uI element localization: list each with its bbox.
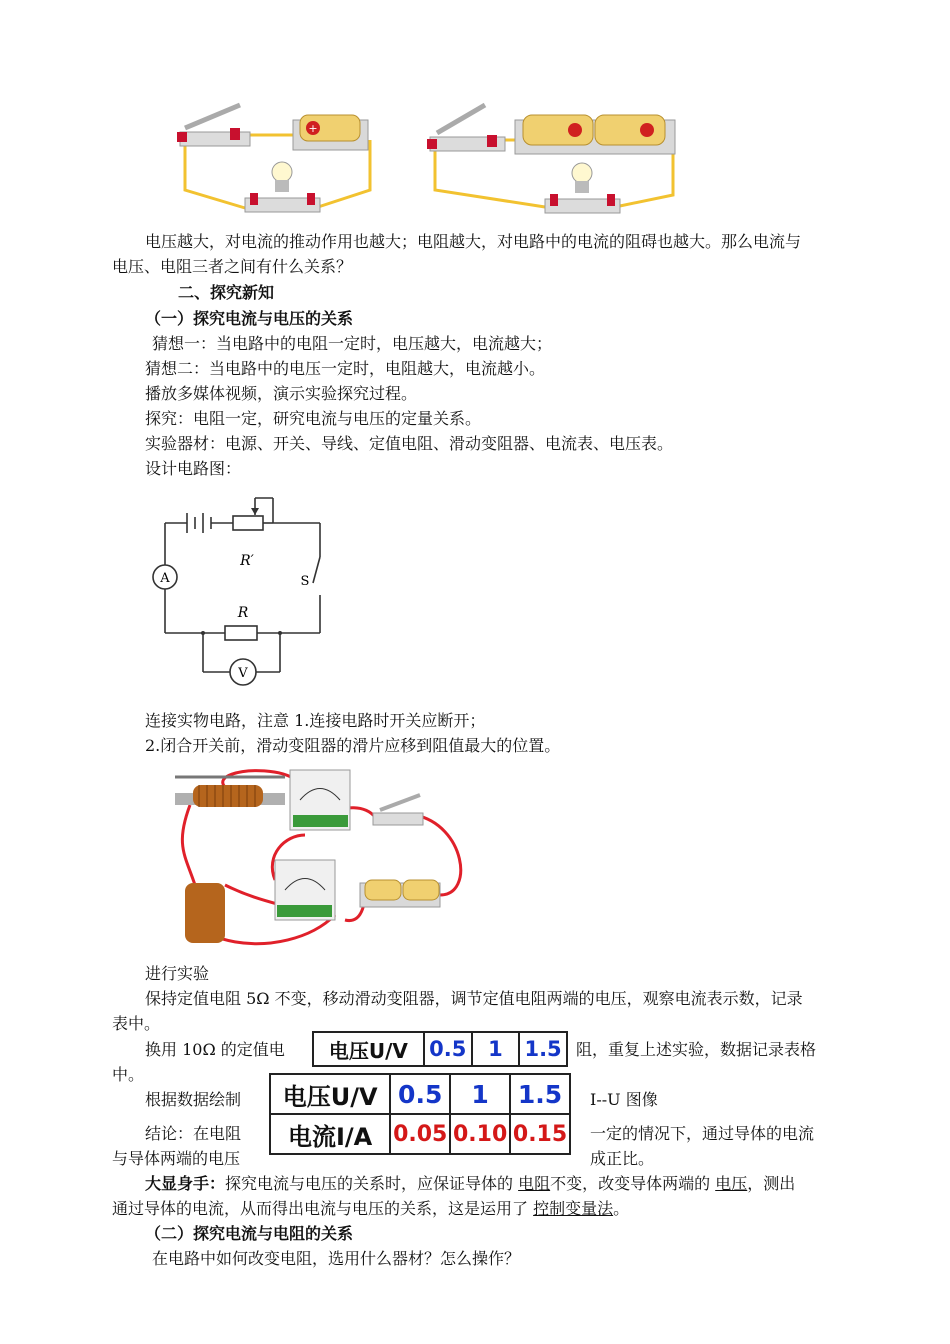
- svg-text:+: +: [308, 122, 318, 135]
- voltage-value: 1.5: [510, 1074, 570, 1114]
- simple-circuit-one-battery-figure: [165, 100, 385, 225]
- conclusion-right: 一定的情况下，通过导体的电流: [590, 1124, 815, 1143]
- showcase-blank-1: 电阻: [518, 1174, 551, 1193]
- switch-label: S: [300, 574, 310, 589]
- video-note: 播放多媒体视频，演示实验探究过程。: [145, 384, 418, 403]
- current-value: 0.10: [450, 1114, 510, 1154]
- voltage-value: 0.5: [424, 1032, 472, 1066]
- explore-note: 探究：电阻一定，研究电流与电压的定量关系。: [145, 409, 482, 428]
- voltage-value: 0.5: [390, 1074, 450, 1114]
- connect-note-1: 连接实物电路，注意 1.连接电路时开关应断开；: [145, 711, 486, 730]
- connect-note-2: 2.闭合开关前，滑动变阻器的滑片应移到阻值最大的位置。: [145, 736, 561, 755]
- voltage-value: 1.5: [519, 1032, 567, 1066]
- conclusion-left: 结论：在电阻: [145, 1124, 242, 1143]
- section-2-title: 二、探究新知: [178, 283, 275, 302]
- experiment-p3-right: I--U 图像: [590, 1090, 658, 1109]
- conclusion-line2-right: 成正比。: [590, 1149, 655, 1168]
- equipment-list: 实验器材：电源、开关、导线、定值电阻、滑动变阻器、电流表、电压表。: [145, 434, 674, 453]
- current-header: 电流I/A: [270, 1114, 390, 1154]
- part-2-title: （二）探究电流与电阻的关系: [145, 1224, 354, 1243]
- showcase-line2-end: 。: [613, 1199, 630, 1218]
- showcase-text-1: 探究电流与电压的关系时，应保证导体的: [225, 1174, 519, 1193]
- experiment-p2-left: 换用 10Ω 的定值电: [145, 1040, 285, 1059]
- design-label: 设计电路图：: [145, 459, 242, 478]
- ammeter-label: A: [160, 571, 170, 586]
- guess-1: 猜想一：当电路中的电阻一定时，电压越大，电流越大；: [152, 334, 553, 353]
- showcase-label: 大显身手：: [145, 1174, 226, 1193]
- voltage-value: 1: [472, 1032, 519, 1066]
- showcase-line-1: [145, 1174, 795, 1194]
- current-value: 0.05: [390, 1114, 450, 1154]
- circuit-diagram: [155, 495, 335, 690]
- experiment-p2-line2: 中。: [112, 1065, 145, 1084]
- current-value: 0.15: [510, 1114, 570, 1154]
- guess-2: 猜想二：当电路中的电压一定时，电阻越大，电流越小。: [145, 359, 546, 378]
- intro-line-2: 电压、电阻三者之间有什么关系？: [112, 257, 353, 276]
- simple-circuit-two-battery-figure: [415, 95, 685, 225]
- showcase-text-3: ，测出: [747, 1174, 796, 1193]
- experiment-p1-line2: 表中。: [112, 1014, 161, 1033]
- resistor-label: R: [237, 605, 249, 621]
- voltmeter-label: V: [238, 666, 248, 681]
- showcase-blank-2: 电压: [715, 1174, 748, 1193]
- data-table: [269, 1073, 571, 1155]
- physical-circuit-figure: [165, 765, 465, 955]
- voltage-header-small: 电压U/V: [313, 1032, 424, 1066]
- showcase-text-2: 不变，改变导体两端的: [550, 1174, 716, 1193]
- intro-line-1: 电压越大，对电流的推动作用也越大；电阻越大，对电路中的电流的阻碍也越大。那么电流与: [145, 232, 802, 251]
- experiment-p3-left: 根据数据绘制: [145, 1090, 242, 1109]
- experiment-p2-right: 阻，重复上述实验，数据记录表格: [576, 1040, 817, 1059]
- part-2-question: 在电路中如何改变电阻，选用什么器材？怎么操作？: [152, 1249, 521, 1268]
- part-1-title: （一）探究电流与电压的关系: [145, 309, 354, 328]
- voltage-value: 1: [450, 1074, 510, 1114]
- experiment-title: 进行实验: [145, 964, 210, 983]
- showcase-line-2: [112, 1199, 629, 1219]
- showcase-line2-text: 通过导体的电流，从而得出电流与电压的关系，这是运用了: [112, 1199, 534, 1218]
- rheostat-label: R′: [240, 553, 254, 569]
- voltage-header: 电压U/V: [270, 1074, 390, 1114]
- voltage-table-small: [312, 1031, 568, 1067]
- experiment-p1-line1: 保持定值电阻 5Ω 不变，移动滑动变阻器，调节定值电阻两端的电压，观察电流表示数，记录: [145, 989, 803, 1008]
- conclusion-line2-left: 与导体两端的电压: [112, 1149, 241, 1168]
- showcase-blank-3: 控制变量法: [533, 1199, 614, 1218]
